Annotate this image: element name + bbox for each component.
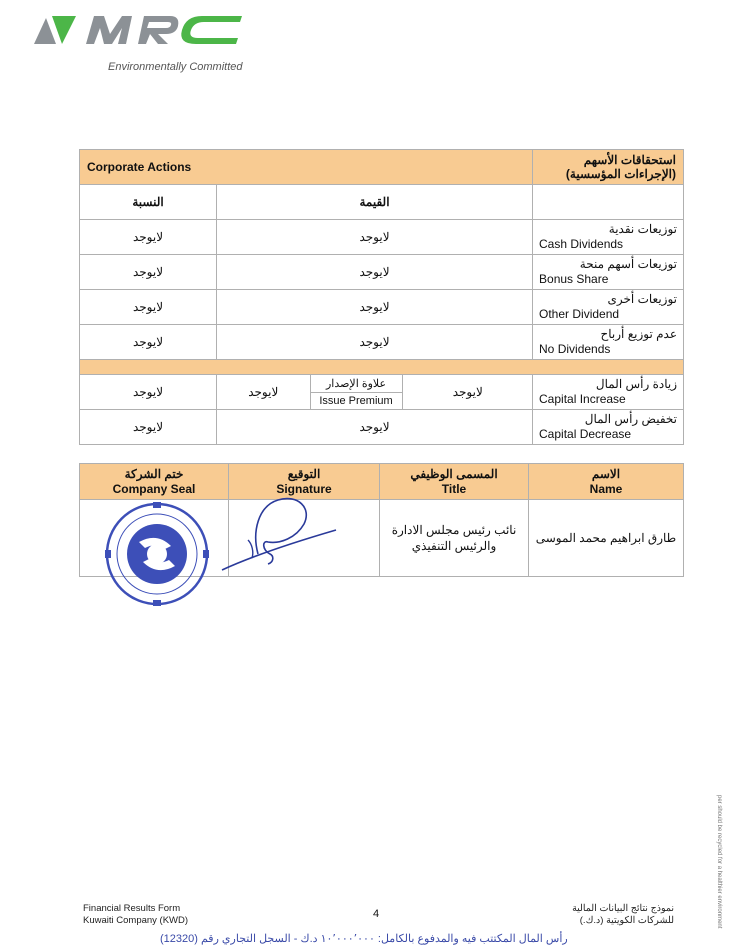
footer-capital-line: رأس المال المكتتب فيه والمدفوع بالكامل: ١٠٬٠٠٠٬٠٠٠ د.ك - السجل التجاري رقم (12320) xyxy=(160,933,568,945)
footer-right xyxy=(560,903,674,927)
row-label-ar: زيادة رأس المال xyxy=(595,377,678,391)
title-label-en: Title xyxy=(441,481,467,496)
name-label-ar: الاسم xyxy=(591,466,621,481)
table-row xyxy=(80,220,684,255)
title-header xyxy=(380,464,529,500)
row-label xyxy=(533,220,684,255)
capital-increase-value-cell xyxy=(217,375,533,410)
signatures-header xyxy=(80,464,684,500)
table-row xyxy=(80,325,684,360)
footer-form-name-ar: نموذج نتائج البيانات المالية xyxy=(572,903,674,914)
col-ratio-header: النسبة xyxy=(80,185,217,220)
col-value-header: القيمة xyxy=(217,185,533,220)
name-label-en: Name xyxy=(589,481,623,496)
footer-left xyxy=(83,903,188,927)
row-label-ar: تخفيض رأس المال xyxy=(584,412,678,426)
row-label-en: No Dividends xyxy=(539,342,611,356)
row-label-en: Capital Decrease xyxy=(539,427,632,441)
company-seal-label-ar: ختم الشركة xyxy=(124,466,184,481)
corporate-actions-title-ar: استحقاقات الأسهم (الإجراءات المؤسسية) xyxy=(533,150,684,185)
capital-increase-row xyxy=(80,375,684,410)
ratio-cell: لايوجد xyxy=(80,255,217,290)
row-label xyxy=(533,375,684,410)
corporate-actions-title-en: Corporate Actions xyxy=(80,150,533,185)
ratio-cell: لايوجد xyxy=(80,375,217,410)
row-label-ar: توزيعات نقدية xyxy=(608,222,678,236)
issue-premium-label-ar: علاوة الإصدار xyxy=(310,375,402,392)
row-label-en: Bonus Share xyxy=(539,272,609,286)
signature-label-en: Signature xyxy=(276,481,332,496)
row-label xyxy=(533,255,684,290)
row-label-en: Other Dividend xyxy=(539,307,620,321)
corporate-actions-header xyxy=(80,150,684,185)
table-row xyxy=(80,290,684,325)
recycle-note: per should be recycled for a healthier environment xyxy=(716,795,722,929)
col-label-header xyxy=(533,185,684,220)
ratio-cell: لايوجد xyxy=(80,220,217,255)
row-label-ar: توزيعات أخرى xyxy=(607,292,678,306)
signature-label-ar: التوقيع xyxy=(287,466,321,481)
separator-row xyxy=(80,360,684,375)
row-label xyxy=(533,410,684,445)
value-cell: لايوجد xyxy=(217,290,533,325)
company-seal-header xyxy=(80,464,229,500)
footer-company-type: Kuwaiti Company (KWD) xyxy=(83,915,189,926)
row-label-ar: توزيعات أسهم منحة xyxy=(579,257,678,271)
footer-form-name: Financial Results Form xyxy=(83,903,181,914)
ratio-cell: لايوجد xyxy=(80,290,217,325)
capital-decrease-row xyxy=(80,410,684,445)
ratio-cell: لايوجد xyxy=(80,325,217,360)
value-cell: لايوجد xyxy=(217,220,533,255)
row-label-ar: عدم توزيع أرباح xyxy=(600,327,678,341)
name-header xyxy=(529,464,684,500)
person-title-line1: نائب رئيس مجلس الادارة xyxy=(391,523,517,537)
issue-premium-label-en: Issue Premium xyxy=(310,392,402,409)
logo-tagline: Environmentally Committed xyxy=(108,61,243,73)
row-label xyxy=(533,290,684,325)
row-label xyxy=(533,325,684,360)
table-row xyxy=(80,255,684,290)
row-label-en: Capital Increase xyxy=(539,392,626,406)
person-title-line2: والرئيس التنفيذي xyxy=(411,539,497,553)
row-label-en: Cash Dividends xyxy=(539,237,624,251)
value-cell: لايوجد xyxy=(217,325,533,360)
ratio-cell: لايوجد xyxy=(80,410,217,445)
page-number: 4 xyxy=(373,908,380,920)
value-cell: لايوجد xyxy=(217,410,533,445)
issue-premium-value: لايوجد xyxy=(217,375,310,409)
corporate-actions-table xyxy=(79,149,684,445)
person-title-cell xyxy=(380,500,529,577)
value-cell: لايوجد xyxy=(452,385,483,399)
company-seal-stamp xyxy=(99,502,215,606)
value-cell: لايوجد xyxy=(217,255,533,290)
person-name: طارق ابراهيم محمد الموسى xyxy=(529,500,684,577)
company-seal-label-en: Company Seal xyxy=(112,481,196,496)
title-label-ar: المسمى الوظيفي xyxy=(410,466,498,481)
footer-company-type-ar: للشركات الكويتية (د.ك.) xyxy=(579,915,674,926)
handwritten-signature xyxy=(218,492,342,576)
issue-premium-subtable xyxy=(217,375,533,409)
